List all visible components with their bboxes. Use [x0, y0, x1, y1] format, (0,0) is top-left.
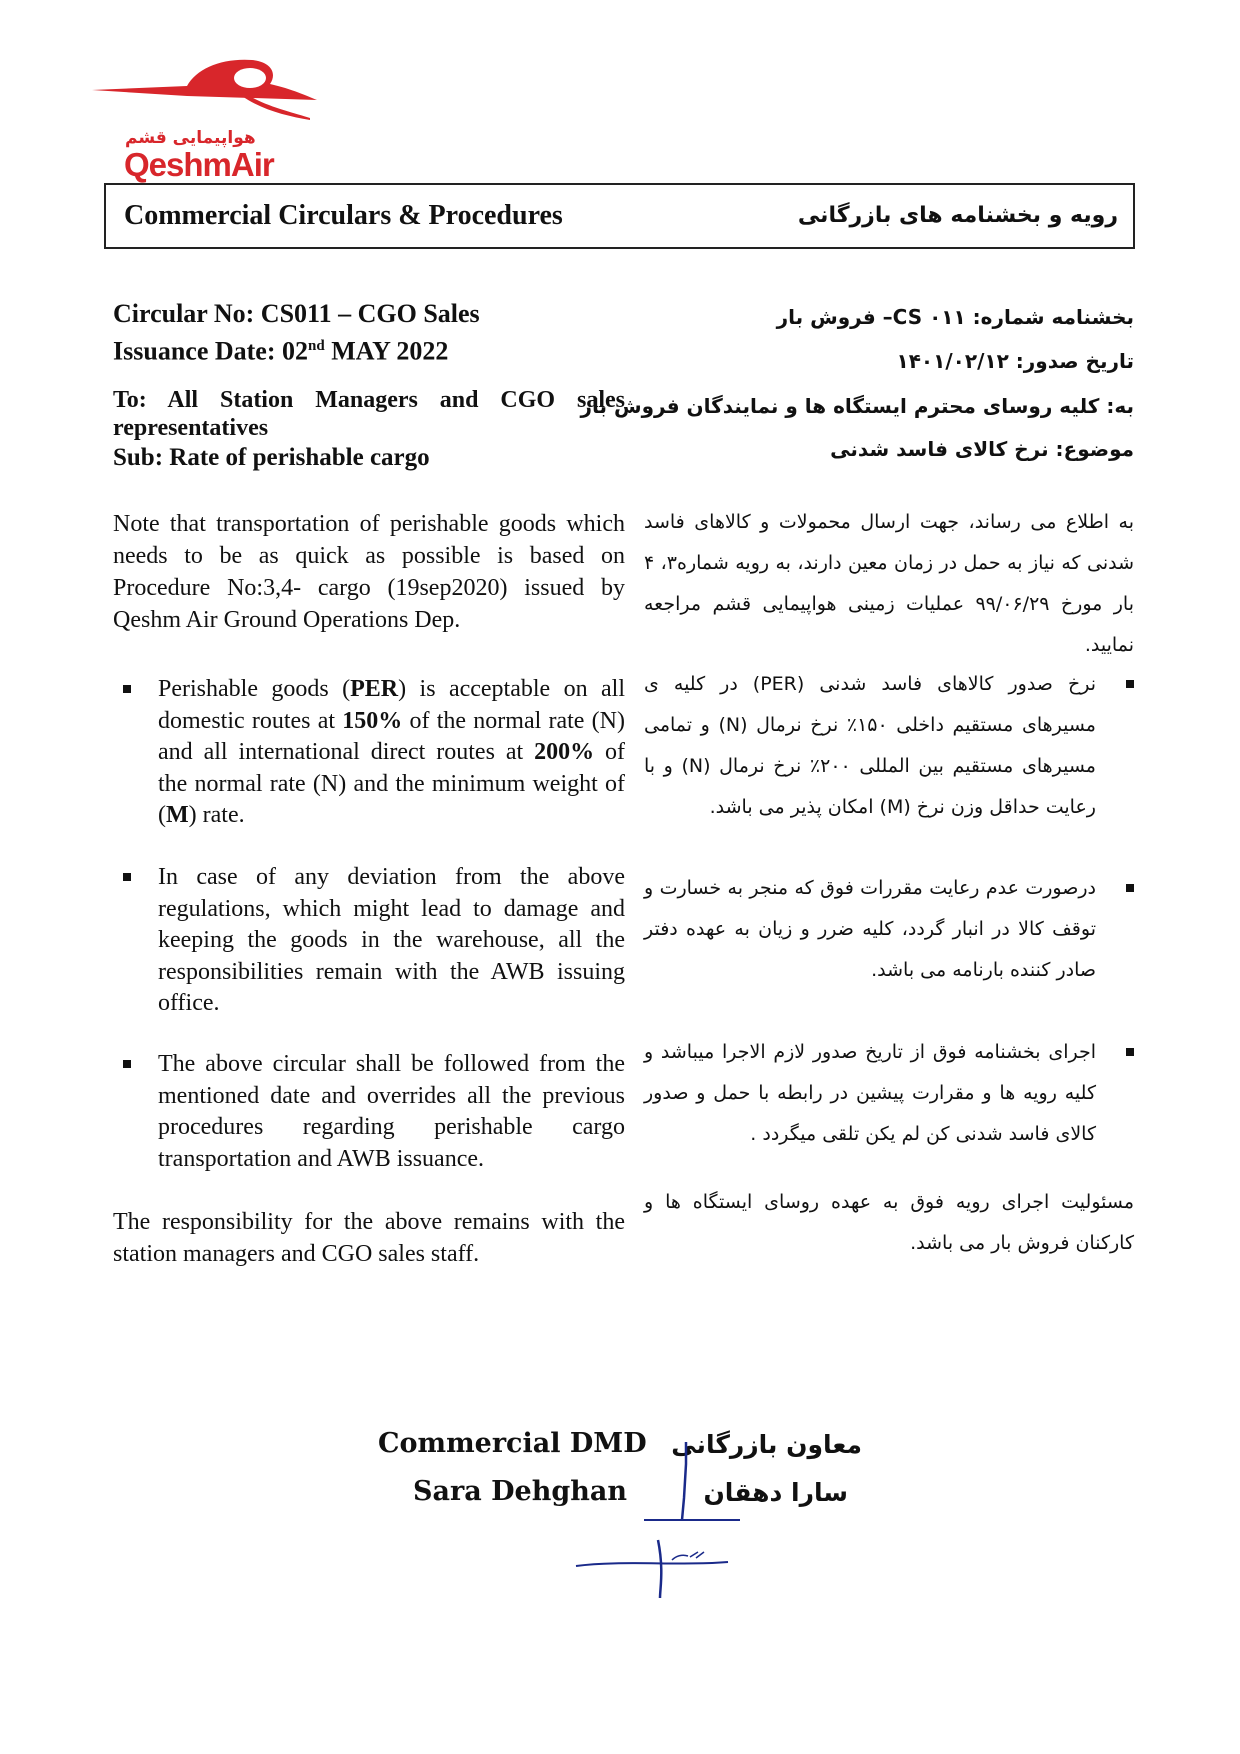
bullet-marker: [123, 873, 131, 881]
closing-paragraph-fa: مسئولیت اجرای رویه فوق به عهده روسای ایستگاه ها و کارکنان فروش بار می باشد.: [644, 1191, 1134, 1254]
bullet-marker: [123, 685, 131, 693]
bullet-fa-deviation: درصورت عدم رعایت مقررات فوق که منجر به خسارت و توقف کالا در انبار گردد، کلیه ضرر و زیان به عهده دفتر صادر کننده بارنامه می باشد.: [644, 868, 1134, 991]
issue-date-fa: تاریخ صدور: ۱۴۰۱/۰۲/۱۲: [896, 349, 1134, 373]
bullet-en-validity: The above circular shall be followed from the mentioned date and overrides all the previous procedures regarding perishable cargo transportation and AWB issuance.: [113, 1049, 625, 1175]
circular-number-fa: بخشنامه شماره: ۰۱۱ CS– فروش بار: [776, 305, 1134, 329]
recipients-fa: به: کلیه روسای محترم ایستگاه ها و نمایندگان فروش بار: [580, 394, 1134, 418]
subject-en: Sub: Rate of perishable cargo: [113, 444, 430, 471]
circular-number-en: Circular No: CS011 – CGO Sales: [113, 299, 480, 328]
signatory-name-fa: سارا دهقان: [703, 1478, 848, 1507]
bullet-marker: [123, 1060, 131, 1068]
bullet-en-deviation: In case of any deviation from the above regulations, which might lead to damage and keeping the goods in the warehouse, all the responsibilities remain with the AWB issuing office.: [113, 862, 625, 1020]
logo-persian-wordmark: هواپیمایی قشم: [125, 128, 256, 148]
recipients-en: To: All Station Managers and CGO sales representatives: [113, 387, 625, 441]
intro-paragraph-fa: به اطلاع می رساند، جهت ارسال محمولات و کالاهای فاسد شدنی که نیاز به حمل در زمان معین دارند، به رویه شماره۳، ۴ بار مورخ ۹۹/۰۶/۲۹ عملیات زمینی هواپیمایی قشم مراجعه نمایید.: [644, 511, 1135, 656]
logo-english-wordmark: QeshmAir: [124, 146, 274, 183]
bullet-fa-rates: نرخ صدور کالاهای فاسد شدنی (PER) در کلیه ی مسیرهای مستقیم داخلی ۱۵۰٪ نرخ نرمال (N) و تمامی مسیرهای مستقیم بین المللی ۲۰۰٪ نرخ نرمال (N) و با رعایت حداقل وزن نرخ (M) امکان پذیر می باشد.: [644, 664, 1134, 828]
bullet-marker: [1126, 680, 1134, 688]
header-title-persian: رویه و بخشنامه های بازرگانی: [797, 203, 1118, 228]
signatory-name-en: Sara Dehghan: [413, 1476, 627, 1507]
signatory-title-en: Commercial DMD: [378, 1428, 647, 1459]
closing-paragraph-en: The responsibility for the above remains with the station managers and CGO sales staff.: [113, 1209, 625, 1267]
bullet-fa-validity: اجرای بخشنامه فوق از تاریخ صدور لازم الاجرا میباشد و کلیه رویه ها و مقرارت پیشین در رابطه با حمل و صدور کالای فاسد شدنی کن لم یکن تلقی میگردد .: [644, 1032, 1134, 1155]
subject-fa: موضوع: نرخ کالای فاسد شدنی: [830, 437, 1134, 461]
bullet-marker: [1126, 1048, 1134, 1056]
intro-paragraph-en: Note that transportation of perishable goods which needs to be as quick as possible is based on Procedure No:3,4- cargo (19sep2020) issued by Qeshm Air Ground Operations Dep.: [113, 511, 625, 633]
header-title-english: Commercial Circulars & Procedures: [124, 200, 563, 231]
bullet-en-rates: Perishable goods (PER) is acceptable on all domestic routes at 150% of the normal rate (N) and all international direct routes at 200% of the normal rate (N) and the minimum weight of (M) rate.: [113, 674, 625, 832]
signatory-title-fa: معاون بازرگانی: [671, 1430, 862, 1459]
issuance-date-en: Issuance Date: 02nd MAY 2022: [113, 336, 449, 366]
bullet-marker: [1126, 884, 1134, 892]
handwritten-signature-icon: [560, 1420, 740, 1600]
